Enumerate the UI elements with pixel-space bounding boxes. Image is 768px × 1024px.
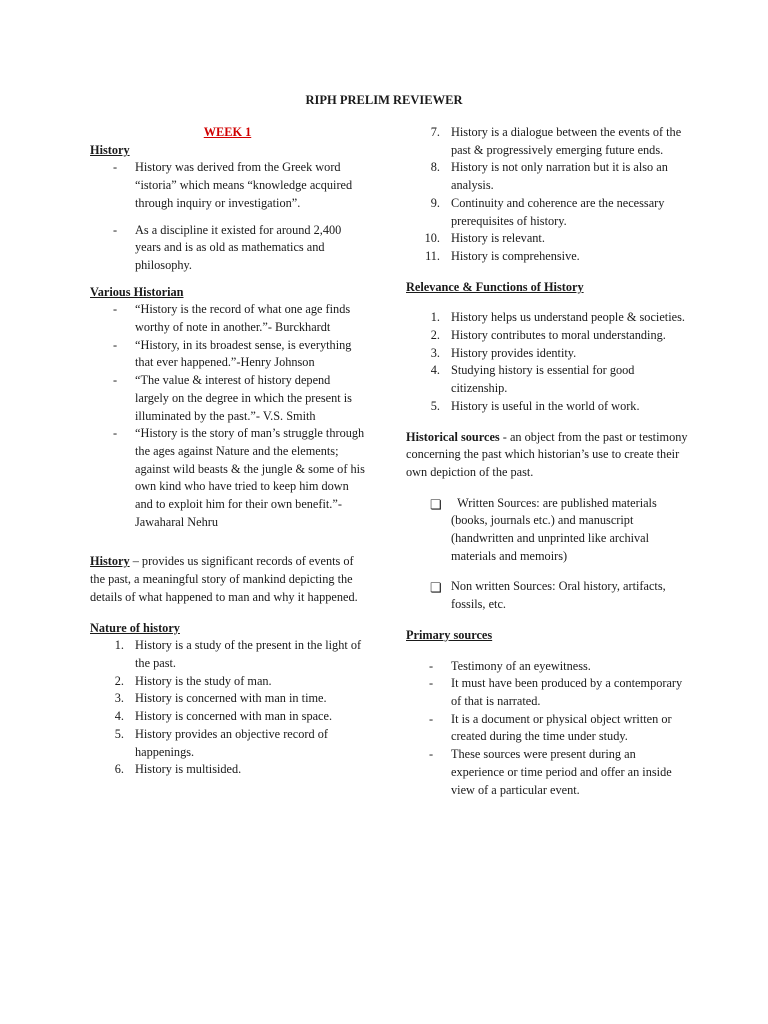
number-marker: 5. xyxy=(114,726,124,741)
list-item xyxy=(406,195,688,230)
historical-sources-text: - an object from the past or testimony concerning the past which historian’s use to create their own depiction of the past. xyxy=(406,429,688,479)
checkbox-bullet-icon: ❏ xyxy=(430,496,442,512)
list-item-text: “The value & interest of history depend largely on the degree in which the present is illuminated by the past.”- V.S. Smith xyxy=(135,373,352,423)
list-item xyxy=(406,124,688,159)
list-item-text: History provides identity. xyxy=(451,345,577,360)
number-marker: 1. xyxy=(114,638,124,653)
primary-sources-list xyxy=(406,658,688,800)
checkbox-bullet-icon: ❏ xyxy=(430,580,442,596)
nature-of-history-list-continued xyxy=(406,124,688,266)
list-item xyxy=(406,675,688,710)
list-item xyxy=(406,711,688,746)
list-item-text: History is a dialogue between the events of the past & progressively emerging future ends. xyxy=(451,125,682,157)
number-marker: 2. xyxy=(114,673,124,688)
history-definition-term: History xyxy=(90,554,130,569)
dash-marker: - xyxy=(113,302,118,317)
list-item-text: Testimony of an eyewitness. xyxy=(451,658,591,673)
list-item xyxy=(406,230,688,248)
dash-marker: - xyxy=(113,426,118,441)
nature-of-history-list xyxy=(90,637,365,779)
number-marker: 2. xyxy=(430,328,440,343)
source-types-list xyxy=(406,495,688,614)
list-item xyxy=(406,159,688,194)
number-marker: 1. xyxy=(430,310,440,325)
list-item xyxy=(406,362,688,397)
list-item-text: “History, in its broadest sense, is everything that ever happened.”-Henry Johnson xyxy=(135,337,352,370)
various-historian-heading: Various Historian xyxy=(90,284,184,299)
list-item xyxy=(90,159,365,212)
list-item xyxy=(406,658,688,676)
list-item-text: Written Sources: are published materials (books, journals etc.) and manuscript (handwritten and unprinted like archival materials and memoirs) xyxy=(451,495,660,563)
relevance-list xyxy=(406,309,688,415)
list-item xyxy=(406,746,688,799)
list-item-text: History is multisided. xyxy=(135,762,242,777)
list-item xyxy=(90,761,365,779)
historical-sources-term: Historical sources xyxy=(406,429,500,444)
right-column xyxy=(406,124,688,799)
list-item-text: History is concerned with man in space. xyxy=(135,709,333,724)
list-item-text: It is a document or physical object written or created during the time under study. xyxy=(451,711,672,744)
list-item xyxy=(406,248,688,266)
list-item xyxy=(90,726,365,761)
number-marker: 11. xyxy=(425,248,440,263)
list-item-text: History is comprehensive. xyxy=(451,248,580,263)
list-item-text: Studying history is essential for good citizenship. xyxy=(451,363,635,396)
number-marker: 5. xyxy=(430,398,440,413)
list-item xyxy=(90,301,365,336)
list-item-text: “History is the story of man’s struggle through the ages against Nature and the elements; against wild beasts & the jungle & some of his own kind who have tried to keep him down and to exploit him for their own benefit.”- Jawaharal Nehru xyxy=(135,426,365,529)
list-item-text: History is concerned with man in time. xyxy=(135,691,327,706)
history-definition-text: – provides us significant records of events of the past, a meaningful story of mankind depicting the details of what happened to man and why it happened. xyxy=(90,554,358,604)
list-item-text: It must have been produced by a contemporary of that is narrated. xyxy=(451,676,683,708)
number-marker: 3. xyxy=(430,345,440,360)
list-item xyxy=(90,637,365,672)
number-marker: 7. xyxy=(430,125,440,139)
number-marker: 9. xyxy=(430,195,440,210)
list-item xyxy=(90,690,365,708)
dash-marker: - xyxy=(429,676,434,691)
list-item xyxy=(90,673,365,691)
list-item-text: “History is the record of what one age finds worthy of note in another.”- Burckhardt xyxy=(135,302,351,335)
page-title: RIPH PRELIM REVIEWER xyxy=(305,93,463,107)
list-item-text: History is the study of man. xyxy=(135,673,272,688)
list-item-text: History provides an objective record of happenings. xyxy=(135,726,328,759)
dash-marker: - xyxy=(429,747,434,762)
number-marker: 6. xyxy=(114,762,124,777)
dash-marker: - xyxy=(429,711,434,726)
list-item xyxy=(406,495,688,566)
list-item-text: Non written Sources: Oral history, artifacts, fossils, etc. xyxy=(451,579,666,612)
list-item xyxy=(90,222,365,275)
list-item-text: History is not only narration but it is also an analysis. xyxy=(451,160,668,193)
various-historian-list xyxy=(90,301,365,531)
dash-marker: - xyxy=(113,222,118,237)
relevance-heading: Relevance & Functions of History xyxy=(406,279,584,294)
list-item xyxy=(406,327,688,345)
number-marker: 4. xyxy=(114,709,124,724)
history-list xyxy=(90,159,365,274)
list-item-text: History is useful in the world of work. xyxy=(451,398,640,413)
primary-sources-heading: Primary sources xyxy=(406,627,493,642)
list-item-text: As a discipline it existed for around 2,400 years and is as old as mathematics and philosophy. xyxy=(135,222,342,272)
dash-marker: - xyxy=(429,658,434,673)
list-item-text: History contributes to moral understanding. xyxy=(451,328,666,343)
nature-of-history-heading: Nature of history xyxy=(90,620,180,635)
list-item xyxy=(90,425,365,531)
list-item xyxy=(406,398,688,416)
list-item-text: Continuity and coherence are the necessary prerequisites of history. xyxy=(451,195,665,228)
list-item-text: These sources were present during an experience or time period and offer an inside view of a particular event. xyxy=(451,747,672,797)
list-item xyxy=(406,578,688,613)
list-item xyxy=(90,372,365,425)
list-item-text: History helps us understand people & societies. xyxy=(451,310,685,325)
list-item-text: History was derived from the Greek word “istoria” which means “knowledge acquired through inquiry or investigation”. xyxy=(135,160,353,210)
history-heading: History xyxy=(90,142,130,157)
history-definition xyxy=(90,553,365,606)
list-item xyxy=(406,309,688,327)
list-item xyxy=(90,337,365,372)
number-marker: 10. xyxy=(424,231,440,246)
list-item-text: History is a study of the present in the light of the past. xyxy=(135,638,362,670)
number-marker: 4. xyxy=(430,363,440,378)
left-column xyxy=(90,124,365,779)
historical-sources-definition xyxy=(406,429,688,482)
list-item xyxy=(406,345,688,363)
list-item-text: History is relevant. xyxy=(451,231,545,246)
number-marker: 8. xyxy=(430,160,440,175)
number-marker: 3. xyxy=(114,691,124,706)
dash-marker: - xyxy=(113,373,118,388)
dash-marker: - xyxy=(113,337,118,352)
week-heading: WEEK 1 xyxy=(203,125,252,139)
dash-marker: - xyxy=(113,160,118,175)
list-item xyxy=(90,708,365,726)
